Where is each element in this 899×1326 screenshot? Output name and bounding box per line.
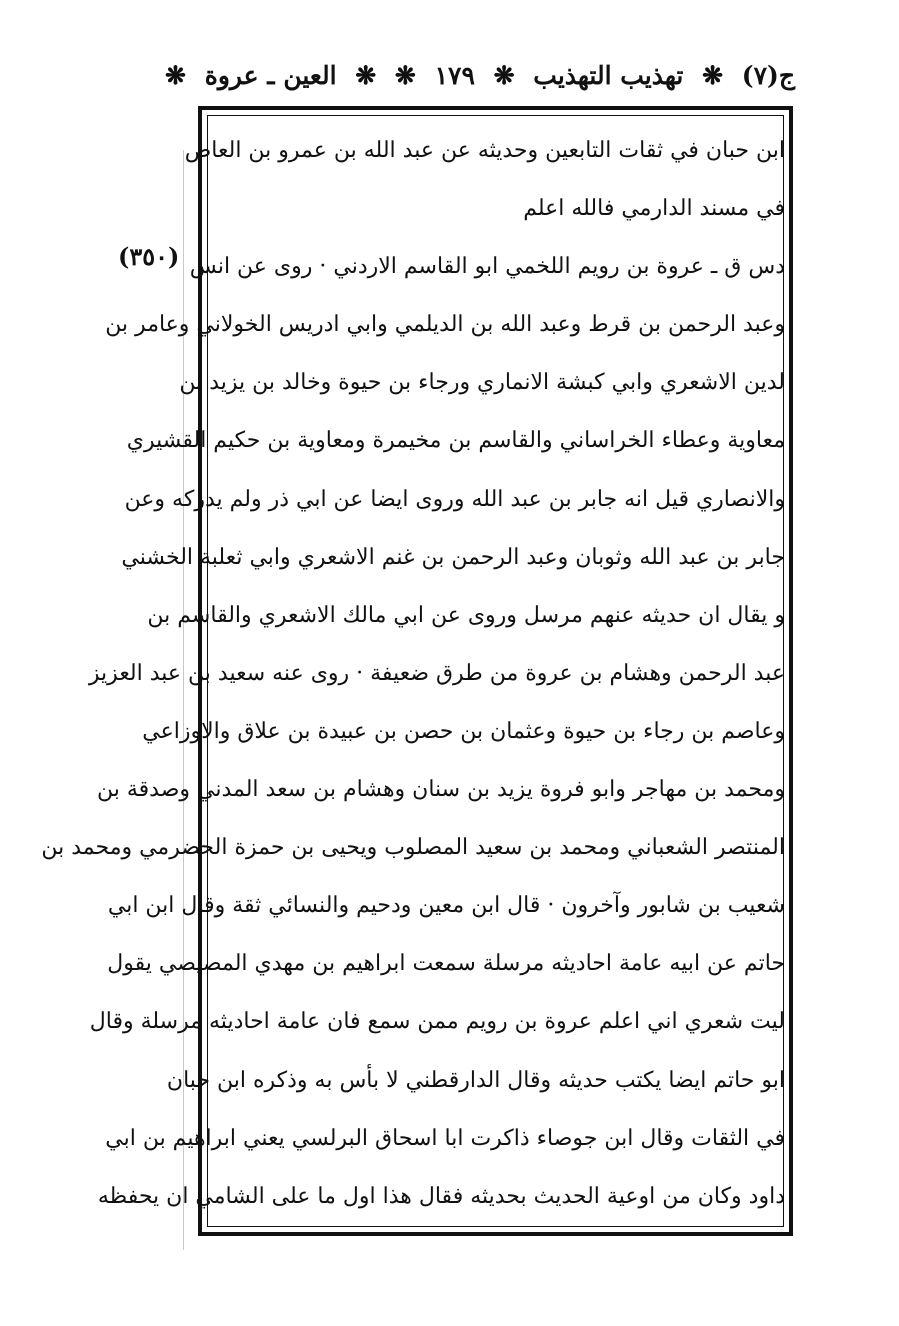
ornament-icon: ❋ [165, 60, 186, 90]
page-number: ١٧٩ [434, 60, 475, 90]
book-title: تهذيب التهذيب [533, 60, 684, 90]
text-line: ابو حاتم ايضا يكتب حديثه وقال الدارقطني لا بأس به وذكره ابن حبان [166, 1067, 785, 1093]
ornament-icon: ❋ [702, 60, 724, 90]
text-line: في الثقات وقال ابن جوصاء ذاكرت ابا اسحاق البرلسي يعني ابراهيم بن ابي [105, 1125, 785, 1151]
ornament-icon: ❋ [493, 60, 515, 90]
text-line: معاوية وعطاء الخراساني والقاسم بن مخيمرة ومعاوية بن حكيم القشيري [126, 428, 785, 454]
text-line: وعبد الرحمن بن قرط وعبد الله بن الديلمي وابي ادريس الخولاني وعامر بن [105, 312, 785, 338]
entry-number: (٣٥٠) [118, 242, 180, 271]
text-line: ابن حبان في ثقات التابعين وحديثه عن عبد الله بن عمرو بن العاص [184, 138, 785, 163]
text-line: والانصاري قيل انه جابر بن عبد الله وروى ايضا عن ابي ذر ولم يدركه وعن [124, 486, 785, 512]
text-line: شعيب بن شابور وآخرون · قال ابن معين ودحيم والنسائي ثقة وقال ابن ابي [107, 893, 785, 919]
text-line: جابر بن عبد الله وثوبان وعبد الرحمن بن غنم الاشعري وابي ثعلبة الخشني [121, 544, 785, 570]
text-line: و يقال ان حديثه عنهم مرسل وروى عن ابي مالك الاشعري والقاسم بن [147, 602, 785, 628]
ornament-icon: ❋ [355, 60, 377, 90]
text-line: داود وكان من اوعية الحديث بحديثه فقال هذا اول ما على الشامي ان يحفظه [97, 1183, 785, 1209]
text-line: المنتصر الشعباني ومحمد بن سعيد المصلوب ويحيى بن حمزة الحضرمي ومحمد بن [41, 835, 785, 861]
text-line: وعاصم بن رجاء بن حيوة وعثمان بن حصن بن عبيدة بن علاق والاوزاعي [142, 718, 785, 744]
text-line: حاتم عن ابيه عامة احاديثه مرسلة سمعت ابراهيم بن مهدي المصيصي يقول [107, 951, 785, 977]
text-line: دس ق ـ عروة بن رويم اللخمي ابو القاسم الاردني · روى عن انس [189, 254, 785, 280]
volume-label: ج(٧) [741, 60, 795, 90]
ornament-icon: ❋ [394, 60, 416, 90]
text-line: لدين الاشعري وابي كبشة الانماري ورجاء بن حيوة وخالد بن يزيد بن [179, 370, 785, 396]
text-line: ليت شعري اني اعلم عروة بن رويم ممن سمع فان عامة احاديثه مرسلة وقال [89, 1009, 785, 1035]
text-line: في مسند الدارمي فالله اعلم [523, 196, 785, 222]
running-header [165, 52, 795, 98]
section-label: العين ـ عروة [204, 60, 337, 90]
text-line: ومحمد بن مهاجر وابو فروة يزيد بن سنان وهشام بن سعد المدني وصدقة بن [96, 777, 785, 803]
text-line: عبد الرحمن وهشام بن عروة من طرق ضعيفة · روى عنه سعيد بن عبد العزيز [88, 660, 785, 686]
